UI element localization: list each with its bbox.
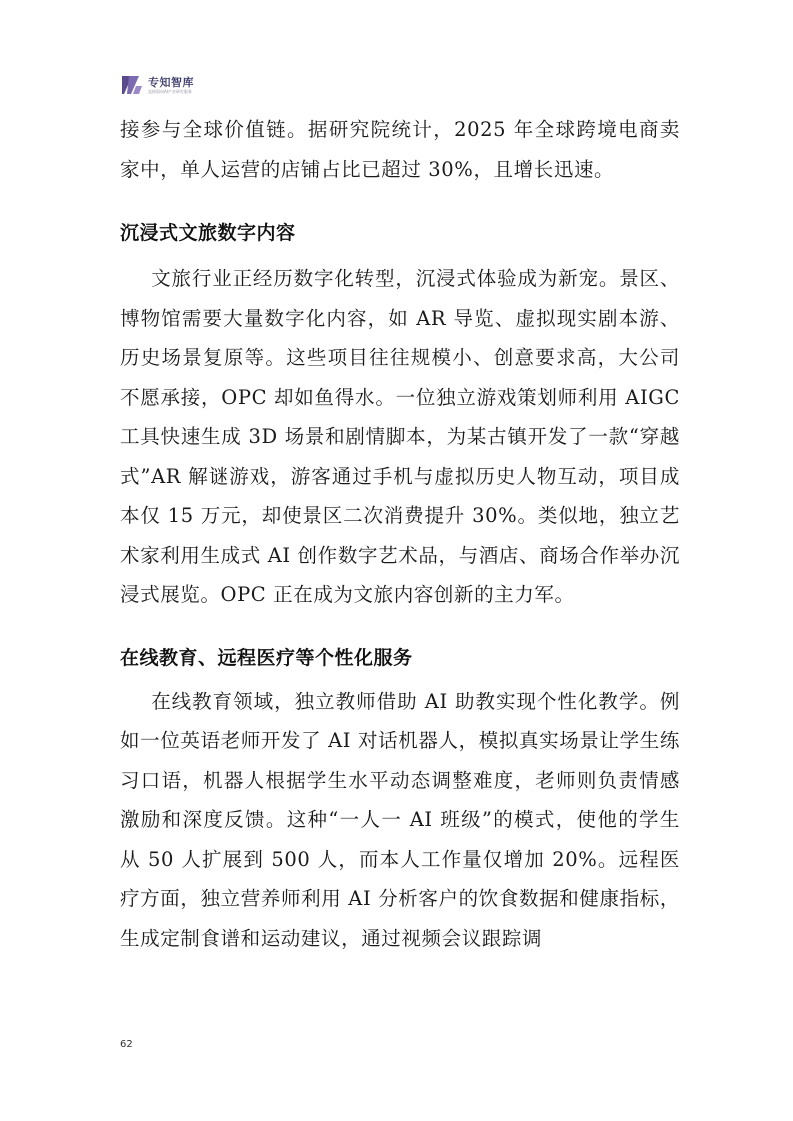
logo-text bbox=[148, 77, 194, 94]
document-body bbox=[120, 110, 687, 958]
page-header bbox=[120, 72, 194, 98]
section-paragraph-immersive-tourism: 文旅行业正经历数字化转型，沉浸式体验成为新宠。景区、博物馆需要大量数字化内容，如 AR 导览、虚拟现实剧本游、历史场景复原等。这些项目往往规模小、创意要求高，大公司不愿承接，OPC 却如鱼得水。一位独立游戏策划师利用 AIGC 工具快速生成 3D 场景和剧情脚本，为某古镇开发了一款“穿越式”AR 解谜游戏，游客通过手机与虚拟历史人物互动，项目成本仅 15 万元，却使景区二次消费提升 30%。类似地，独立艺术家利用生成式 AI 创作数字艺术品，与酒店、商场合作举办沉浸式展览。OPC 正在成为文旅内容创新的主力军。 bbox=[120, 267, 687, 606]
section-heading-immersive-tourism: 沉浸式文旅数字内容 bbox=[120, 222, 296, 244]
intro-paragraph: 接参与全球价值链。据研究院统计，2025 年全球跨境电商卖家中，单人运营的店铺占比已超过 30%，且增长迅速。 bbox=[120, 118, 680, 181]
section-heading-online-services: 在线教育、远程医疗等个性化服务 bbox=[120, 646, 413, 669]
section-paragraph-online-services: 在线教育领域，独立教师借助 AI 助教实现个性化教学。例如一位英语老师开发了 AI 对话机器人，模拟真实场景让学生练习口语，机器人根据学生水平动态调整难度，老师则负责情感激励和深度反馈。这种“一人一 AI 班级”的模式，使他的学生从 50 人扩展到 500 人，而本人工作量仅增加 20%。远程医疗方面，独立营养师利用 AI 分析客户的饮食数据和健康指标，生成定制食谱和运动建议，通过视频会议跟踪调 bbox=[120, 689, 680, 950]
zhuanzhi-logo-icon bbox=[120, 74, 144, 96]
logo-tagline: 直接面向AI产业研究服务 bbox=[148, 88, 192, 94]
page-number: 62 bbox=[120, 1039, 133, 1050]
logo-name: 专知智库 bbox=[148, 75, 194, 89]
